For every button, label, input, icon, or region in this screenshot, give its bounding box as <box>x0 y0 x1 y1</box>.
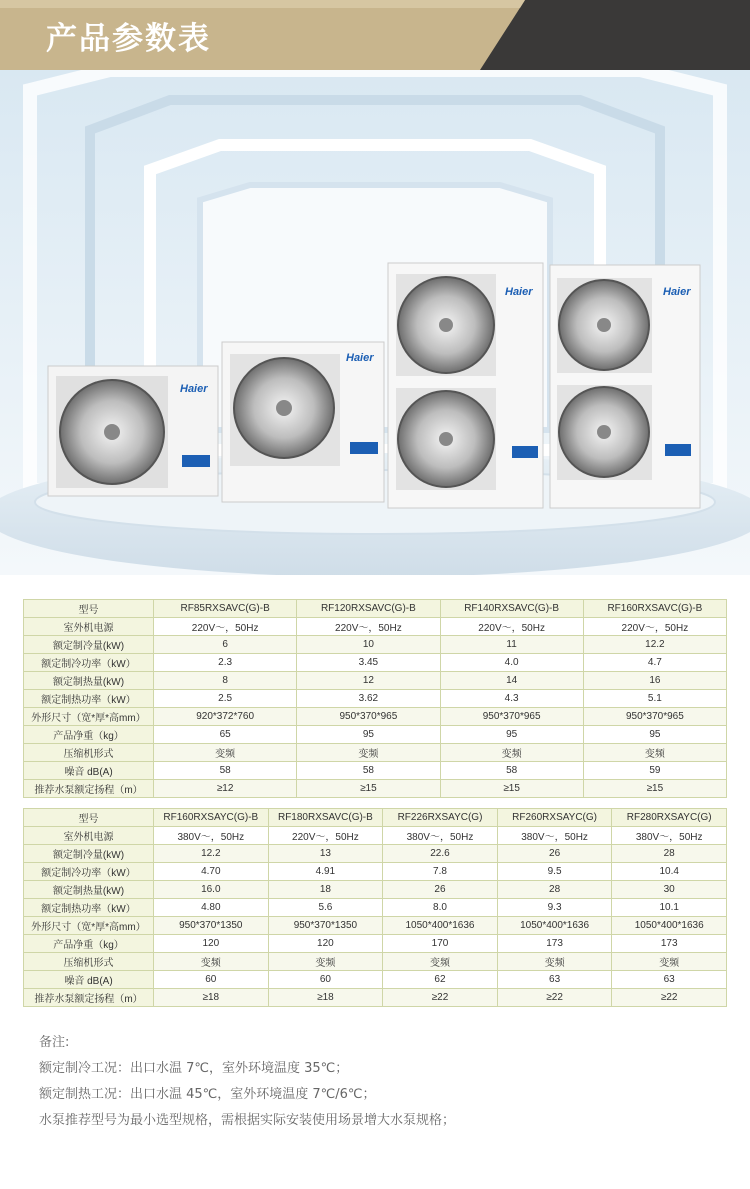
table-cell: 26 <box>497 845 612 863</box>
table-cell: 950*370*965 <box>583 708 726 726</box>
table-cell: 26 <box>383 881 498 899</box>
row-label: 压缩机形式 <box>24 744 154 762</box>
table-cell: 63 <box>497 971 612 989</box>
product-hero-image <box>0 70 750 575</box>
row-label: 室外机电源 <box>24 827 154 845</box>
model-name: RF85RXSAVC(G)-B <box>154 600 297 618</box>
table-row <box>24 672 727 690</box>
table-header-row <box>24 600 727 618</box>
table-row <box>24 935 727 953</box>
table-cell: 95 <box>440 726 583 744</box>
table-cell: 58 <box>154 762 297 780</box>
table-cell: 8 <box>154 672 297 690</box>
hero-scene <box>0 70 750 575</box>
table-cell: 5.6 <box>268 899 383 917</box>
table-cell: 380V～，50Hz <box>497 827 612 845</box>
table-cell: 60 <box>154 971 269 989</box>
table-cell: 220V～，50Hz <box>154 618 297 636</box>
table-cell: 220V～，50Hz <box>440 618 583 636</box>
page-title: 产品参数表 <box>46 21 211 57</box>
table-row <box>24 881 727 899</box>
row-label: 推荐水泵额定扬程（m） <box>24 989 154 1007</box>
table-row <box>24 863 727 881</box>
table-cell: 1050*400*1636 <box>383 917 498 935</box>
table-cell: 1050*400*1636 <box>612 917 727 935</box>
table-row <box>24 953 727 971</box>
table-cell: 28 <box>497 881 612 899</box>
row-label: 额定制热量(kW) <box>24 672 154 690</box>
table-cell: 18 <box>268 881 383 899</box>
table-row <box>24 827 727 845</box>
table-row <box>24 744 727 762</box>
table-cell: ≥22 <box>612 989 727 1007</box>
table-cell: 220V～，50Hz <box>297 618 440 636</box>
table-cell: ≥18 <box>154 989 269 1007</box>
note-line: 额定制冷工况：出口水温 7℃，室外环境温度 35℃； <box>39 1061 349 1076</box>
unit-2 <box>222 342 384 502</box>
brand-logo-4: Haier <box>663 286 691 298</box>
page-header <box>0 0 750 70</box>
table-row <box>24 618 727 636</box>
table-cell: 4.3 <box>440 690 583 708</box>
row-label: 室外机电源 <box>24 618 154 636</box>
table-row <box>24 690 727 708</box>
model-header-label: 型号 <box>24 600 154 618</box>
model-name: RF160RXSAVC(G)-B <box>583 600 726 618</box>
notes-section <box>39 1030 719 1134</box>
table-cell: 11 <box>440 636 583 654</box>
row-label: 额定制冷功率（kW） <box>24 654 154 672</box>
table-cell: 3.45 <box>297 654 440 672</box>
row-label: 额定制热量(kW) <box>24 881 154 899</box>
row-label: 产品净重（kg） <box>24 726 154 744</box>
table-cell: 950*370*1350 <box>268 917 383 935</box>
model-name: RF120RXSAVC(G)-B <box>297 600 440 618</box>
table-cell: 95 <box>297 726 440 744</box>
row-label: 额定制热功率（kW） <box>24 899 154 917</box>
table-cell: 22.6 <box>383 845 498 863</box>
row-label: 噪音 dB(A) <box>24 762 154 780</box>
table-cell: 63 <box>612 971 727 989</box>
table-cell: 950*370*1350 <box>154 917 269 935</box>
table-cell: 12.2 <box>583 636 726 654</box>
table-row <box>24 780 727 798</box>
table-cell: 4.7 <box>583 654 726 672</box>
table-cell: ≥22 <box>497 989 612 1007</box>
table-cell: 4.70 <box>154 863 269 881</box>
table-cell: ≥12 <box>154 780 297 798</box>
row-label: 噪音 dB(A) <box>24 971 154 989</box>
table-cell: 9.3 <box>497 899 612 917</box>
table-cell: 12 <box>297 672 440 690</box>
brand-logo-1: Haier <box>180 383 208 395</box>
table-cell: 950*370*965 <box>440 708 583 726</box>
spec-table-1 <box>23 599 727 798</box>
table-cell: 173 <box>497 935 612 953</box>
table-cell: 变频 <box>154 744 297 762</box>
table-cell: 58 <box>297 762 440 780</box>
table-cell: 173 <box>612 935 727 953</box>
table-cell: 10.1 <box>612 899 727 917</box>
spec-table-2 <box>23 808 727 1007</box>
table-cell: 65 <box>154 726 297 744</box>
model-name: RF260RXSAYC(G) <box>497 809 612 827</box>
row-label: 额定制冷功率（kW） <box>24 863 154 881</box>
row-label: 额定制冷量(kW) <box>24 636 154 654</box>
table-row <box>24 726 727 744</box>
table-cell: 220V～，50Hz <box>583 618 726 636</box>
table-cell: ≥15 <box>583 780 726 798</box>
table-row <box>24 636 727 654</box>
row-label: 产品净重（kg） <box>24 935 154 953</box>
table-cell: ≥22 <box>383 989 498 1007</box>
table-cell: 2.5 <box>154 690 297 708</box>
table-cell: 380V～，50Hz <box>612 827 727 845</box>
table-cell: 950*370*965 <box>297 708 440 726</box>
table-cell: ≥15 <box>297 780 440 798</box>
row-label: 额定制热功率（kW） <box>24 690 154 708</box>
row-label: 推荐水泵额定扬程（m） <box>24 780 154 798</box>
table-cell: 6 <box>154 636 297 654</box>
table-row <box>24 899 727 917</box>
notes-title: 备注: <box>39 1035 70 1050</box>
table-cell: 380V～，50Hz <box>383 827 498 845</box>
table-cell: 16 <box>583 672 726 690</box>
table-cell: 变频 <box>440 744 583 762</box>
table-cell: 4.0 <box>440 654 583 672</box>
model-name: RF160RXSAYC(G)-B <box>154 809 269 827</box>
unit-3 <box>388 263 543 508</box>
table-row <box>24 654 727 672</box>
table-cell: 59 <box>583 762 726 780</box>
table-cell: 4.91 <box>268 863 383 881</box>
model-name: RF140RXSAVC(G)-B <box>440 600 583 618</box>
table-cell: 30 <box>612 881 727 899</box>
table-cell: 5.1 <box>583 690 726 708</box>
model-name: RF180RXSAVC(G)-B <box>268 809 383 827</box>
model-header-label: 型号 <box>24 809 154 827</box>
table-cell: 16.0 <box>154 881 269 899</box>
table-cell: 7.8 <box>383 863 498 881</box>
model-name: RF226RXSAYC(G) <box>383 809 498 827</box>
table-cell: 28 <box>612 845 727 863</box>
table-cell: ≥15 <box>440 780 583 798</box>
table-cell: 380V～，50Hz <box>154 827 269 845</box>
table-cell: 10.4 <box>612 863 727 881</box>
row-label: 额定制冷量(kW) <box>24 845 154 863</box>
table-cell: 3.62 <box>297 690 440 708</box>
table-cell: 10 <box>297 636 440 654</box>
table-cell: 变频 <box>297 744 440 762</box>
table-row <box>24 971 727 989</box>
table-cell: 变频 <box>583 744 726 762</box>
table-cell: 58 <box>440 762 583 780</box>
note-line: 水泵推荐型号为最小选型规格，需根据实际安装使用场景增大水泵规格； <box>39 1113 456 1128</box>
table-cell: 变频 <box>268 953 383 971</box>
table-row <box>24 845 727 863</box>
model-name: RF280RXSAYC(G) <box>612 809 727 827</box>
table-cell: 12.2 <box>154 845 269 863</box>
table-header-row <box>24 809 727 827</box>
unit-4 <box>550 265 700 508</box>
table-row <box>24 989 727 1007</box>
table-cell: 60 <box>268 971 383 989</box>
row-label: 外形尺寸（宽*厚*高mm） <box>24 708 154 726</box>
table-cell: 13 <box>268 845 383 863</box>
table-cell: 120 <box>154 935 269 953</box>
table-cell: 220V～，50Hz <box>268 827 383 845</box>
table-cell: 8.0 <box>383 899 498 917</box>
table-cell: 920*372*760 <box>154 708 297 726</box>
table-cell: 4.80 <box>154 899 269 917</box>
table-cell: ≥18 <box>268 989 383 1007</box>
table-cell: 1050*400*1636 <box>497 917 612 935</box>
row-label: 外形尺寸（宽*厚*高mm） <box>24 917 154 935</box>
table-cell: 变频 <box>154 953 269 971</box>
table-cell: 14 <box>440 672 583 690</box>
brand-logo-3: Haier <box>505 286 533 298</box>
table-cell: 变频 <box>383 953 498 971</box>
table-cell: 变频 <box>612 953 727 971</box>
table-cell: 62 <box>383 971 498 989</box>
brand-logo-2: Haier <box>346 352 374 364</box>
table-cell: 120 <box>268 935 383 953</box>
table-row <box>24 917 727 935</box>
table-row <box>24 708 727 726</box>
table-row <box>24 762 727 780</box>
table-cell: 95 <box>583 726 726 744</box>
note-line: 额定制热工况：出口水温 45℃，室外环境温度 7℃/6℃； <box>39 1087 376 1102</box>
table-cell: 9.5 <box>497 863 612 881</box>
table-cell: 170 <box>383 935 498 953</box>
table-cell: 变频 <box>497 953 612 971</box>
row-label: 压缩机形式 <box>24 953 154 971</box>
table-cell: 2.3 <box>154 654 297 672</box>
